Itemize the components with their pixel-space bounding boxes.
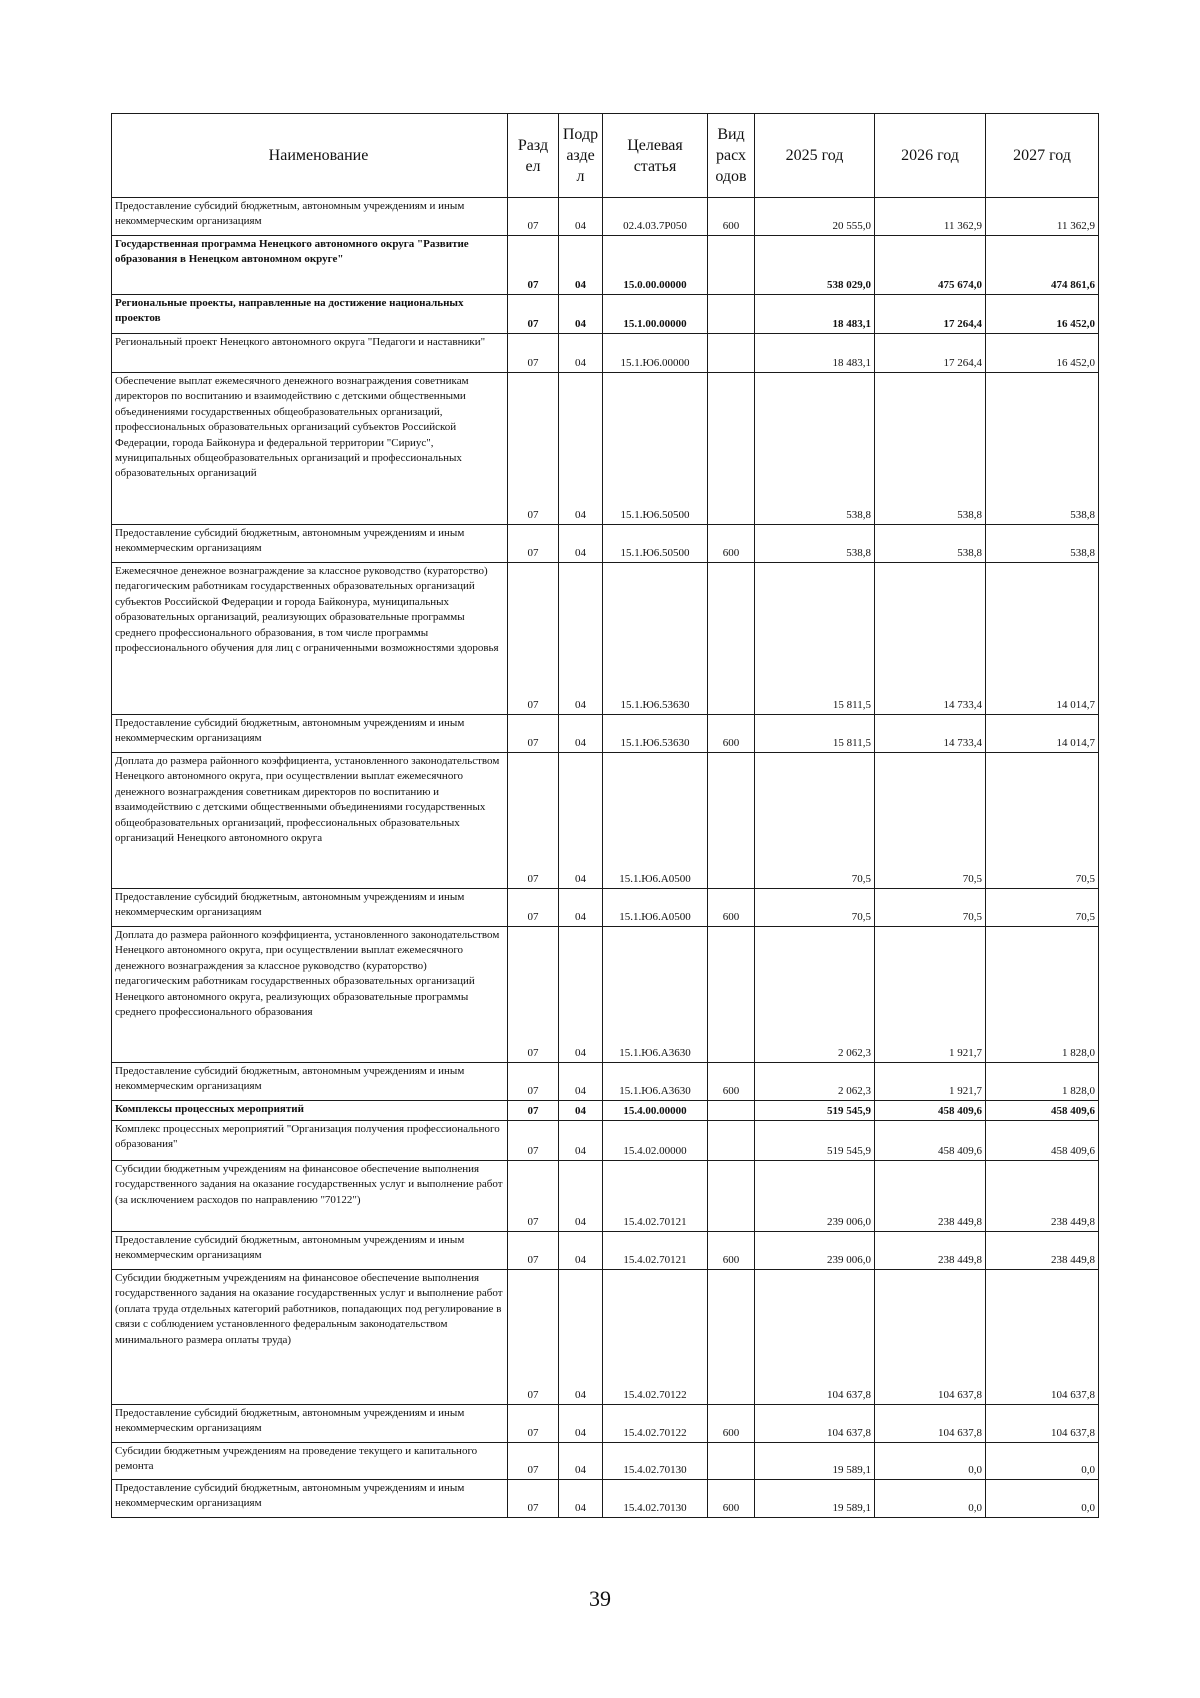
header-year-2027: 2027 год xyxy=(986,114,1099,198)
header-expense-type: Вид расх одов xyxy=(708,114,755,198)
cell-expense-type: 600 xyxy=(708,1405,755,1443)
cell-year-2025: 519 545,9 xyxy=(755,1101,875,1121)
cell-podrazdel: 04 xyxy=(559,236,603,295)
cell-target-article: 15.1.Ю6.А0500 xyxy=(603,753,708,889)
cell-year-2027: 458 409,6 xyxy=(986,1101,1099,1121)
cell-name: Предоставление субсидий бюджетным, автономным учреждениям и иным некоммерческим организациям xyxy=(112,1480,508,1518)
cell-podrazdel: 04 xyxy=(559,753,603,889)
cell-razdel: 07 xyxy=(508,753,559,889)
cell-year-2025: 2 062,3 xyxy=(755,1063,875,1101)
cell-year-2026: 458 409,6 xyxy=(875,1101,986,1121)
cell-year-2027: 0,0 xyxy=(986,1480,1099,1518)
cell-target-article: 15.4.02.70121 xyxy=(603,1161,708,1232)
cell-name: Доплата до размера районного коэффициента, установленного законодательством Ненецкого автономного округа, при осуществлении выплат ежемесячного денежного вознаграждения за классное руководство (кураторство) педагогическим работникам государственных образовательных организаций Ненецкого автономного округа, реализующих образовательные программы среднего профессионального образования xyxy=(112,927,508,1063)
cell-year-2025: 104 637,8 xyxy=(755,1270,875,1405)
cell-name: Предоставление субсидий бюджетным, автономным учреждениям и иным некоммерческим организациям xyxy=(112,715,508,753)
cell-target-article: 15.4.02.70130 xyxy=(603,1443,708,1480)
table-row xyxy=(112,1063,1099,1101)
cell-expense-type: 600 xyxy=(708,715,755,753)
cell-name: Субсидии бюджетным учреждениям на проведение текущего и капитального ремонта xyxy=(112,1443,508,1480)
cell-razdel: 07 xyxy=(508,563,559,715)
cell-year-2027: 238 449,8 xyxy=(986,1232,1099,1270)
cell-razdel: 07 xyxy=(508,1405,559,1443)
table-row xyxy=(112,927,1099,1063)
table-row xyxy=(112,295,1099,334)
cell-name: Региональный проект Ненецкого автономного округа "Педагоги и наставники" xyxy=(112,334,508,373)
cell-expense-type xyxy=(708,753,755,889)
cell-year-2027: 16 452,0 xyxy=(986,334,1099,373)
table-row xyxy=(112,334,1099,373)
cell-expense-type xyxy=(708,1443,755,1480)
cell-year-2027: 0,0 xyxy=(986,1443,1099,1480)
cell-razdel: 07 xyxy=(508,1101,559,1121)
cell-year-2027: 538,8 xyxy=(986,525,1099,563)
cell-year-2026: 14 733,4 xyxy=(875,563,986,715)
cell-target-article: 15.4.00.00000 xyxy=(603,1101,708,1121)
cell-podrazdel: 04 xyxy=(559,1101,603,1121)
cell-year-2025: 18 483,1 xyxy=(755,295,875,334)
cell-name: Субсидии бюджетным учреждениям на финансовое обеспечение выполнения государственного задания на оказание государственных услуг и выполнение работ (за исключением расходов по направлению "70122") xyxy=(112,1161,508,1232)
cell-razdel: 07 xyxy=(508,373,559,525)
cell-target-article: 15.4.02.70121 xyxy=(603,1232,708,1270)
cell-target-article: 15.1.Ю6.А0500 xyxy=(603,889,708,927)
cell-expense-type xyxy=(708,373,755,525)
cell-year-2026: 238 449,8 xyxy=(875,1161,986,1232)
cell-expense-type: 600 xyxy=(708,198,755,236)
cell-year-2027: 238 449,8 xyxy=(986,1161,1099,1232)
cell-target-article: 02.4.03.7Р050 xyxy=(603,198,708,236)
cell-year-2026: 17 264,4 xyxy=(875,334,986,373)
cell-podrazdel: 04 xyxy=(559,1063,603,1101)
table-row xyxy=(112,1121,1099,1161)
table-row xyxy=(112,1270,1099,1405)
cell-name: Предоставление субсидий бюджетным, автономным учреждениям и иным некоммерческим организациям xyxy=(112,198,508,236)
cell-podrazdel: 04 xyxy=(559,1232,603,1270)
cell-year-2026: 0,0 xyxy=(875,1443,986,1480)
cell-year-2025: 19 589,1 xyxy=(755,1443,875,1480)
cell-target-article: 15.4.02.70130 xyxy=(603,1480,708,1518)
cell-expense-type xyxy=(708,295,755,334)
cell-razdel: 07 xyxy=(508,1270,559,1405)
table-row xyxy=(112,1232,1099,1270)
cell-year-2027: 14 014,7 xyxy=(986,715,1099,753)
page-number: 39 xyxy=(589,1586,611,1611)
cell-target-article: 15.1.Ю6.00000 xyxy=(603,334,708,373)
cell-expense-type: 600 xyxy=(708,1063,755,1101)
cell-razdel: 07 xyxy=(508,295,559,334)
table-row xyxy=(112,1443,1099,1480)
cell-podrazdel: 04 xyxy=(559,334,603,373)
table-row xyxy=(112,373,1099,525)
cell-target-article: 15.1.Ю6.53630 xyxy=(603,715,708,753)
table-row xyxy=(112,1101,1099,1121)
cell-name: Предоставление субсидий бюджетным, автономным учреждениям и иным некоммерческим организациям xyxy=(112,889,508,927)
table-row xyxy=(112,889,1099,927)
cell-year-2027: 1 828,0 xyxy=(986,927,1099,1063)
cell-target-article: 15.0.00.00000 xyxy=(603,236,708,295)
header-name: Наименование xyxy=(112,114,508,198)
cell-podrazdel: 04 xyxy=(559,889,603,927)
cell-year-2025: 18 483,1 xyxy=(755,334,875,373)
cell-year-2027: 458 409,6 xyxy=(986,1121,1099,1161)
cell-year-2025: 538,8 xyxy=(755,373,875,525)
cell-year-2025: 538,8 xyxy=(755,525,875,563)
cell-target-article: 15.1.Ю6.50500 xyxy=(603,373,708,525)
cell-year-2027: 70,5 xyxy=(986,753,1099,889)
table-row xyxy=(112,1161,1099,1232)
cell-podrazdel: 04 xyxy=(559,1161,603,1232)
cell-name: Предоставление субсидий бюджетным, автономным учреждениям и иным некоммерческим организациям xyxy=(112,1063,508,1101)
cell-year-2026: 475 674,0 xyxy=(875,236,986,295)
cell-expense-type xyxy=(708,1101,755,1121)
header-podrazdel: Подр азде л xyxy=(559,114,603,198)
header-razdel: Разд ел xyxy=(508,114,559,198)
cell-target-article: 15.1.Ю6.А3630 xyxy=(603,927,708,1063)
cell-year-2026: 70,5 xyxy=(875,753,986,889)
cell-year-2027: 11 362,9 xyxy=(986,198,1099,236)
cell-razdel: 07 xyxy=(508,1232,559,1270)
cell-year-2025: 239 006,0 xyxy=(755,1232,875,1270)
cell-podrazdel: 04 xyxy=(559,1270,603,1405)
cell-podrazdel: 04 xyxy=(559,927,603,1063)
cell-expense-type xyxy=(708,1161,755,1232)
cell-podrazdel: 04 xyxy=(559,715,603,753)
cell-target-article: 15.1.00.00000 xyxy=(603,295,708,334)
cell-razdel: 07 xyxy=(508,889,559,927)
budget-table xyxy=(111,113,1099,1518)
header-year-2025: 2025 год xyxy=(755,114,875,198)
header-target-article: Целевая статья xyxy=(603,114,708,198)
cell-year-2026: 70,5 xyxy=(875,889,986,927)
cell-expense-type xyxy=(708,236,755,295)
cell-year-2026: 538,8 xyxy=(875,373,986,525)
cell-name: Комплексы процессных мероприятий xyxy=(112,1101,508,1121)
cell-year-2025: 2 062,3 xyxy=(755,927,875,1063)
cell-year-2025: 538 029,0 xyxy=(755,236,875,295)
cell-podrazdel: 04 xyxy=(559,1121,603,1161)
cell-year-2026: 11 362,9 xyxy=(875,198,986,236)
cell-year-2026: 17 264,4 xyxy=(875,295,986,334)
cell-year-2026: 14 733,4 xyxy=(875,715,986,753)
cell-target-article: 15.1.Ю6.50500 xyxy=(603,525,708,563)
table-row xyxy=(112,198,1099,236)
cell-year-2026: 104 637,8 xyxy=(875,1405,986,1443)
cell-expense-type xyxy=(708,1121,755,1161)
cell-razdel: 07 xyxy=(508,927,559,1063)
table-header-row xyxy=(112,114,1099,198)
table-row xyxy=(112,715,1099,753)
table-row xyxy=(112,1480,1099,1518)
cell-target-article: 15.4.02.70122 xyxy=(603,1405,708,1443)
cell-target-article: 15.1.Ю6.А3630 xyxy=(603,1063,708,1101)
cell-name: Ежемесячное денежное вознаграждение за классное руководство (кураторство) педагогическим работникам государственных образовательных организаций субъектов Российской Федерации и города Байконура, муниципальных образовательных организаций, реализующих образовательные программы среднего профессионального образования, в том числе программы профессионального обучения для лиц с ограниченными возможностями здоровья xyxy=(112,563,508,715)
cell-name: Государственная программа Ненецкого автономного округа "Развитие образования в Ненецком автономном округе" xyxy=(112,236,508,295)
cell-expense-type: 600 xyxy=(708,889,755,927)
cell-expense-type: 600 xyxy=(708,525,755,563)
cell-year-2027: 104 637,8 xyxy=(986,1405,1099,1443)
cell-year-2026: 238 449,8 xyxy=(875,1232,986,1270)
cell-target-article: 15.1.Ю6.53630 xyxy=(603,563,708,715)
cell-expense-type xyxy=(708,1270,755,1405)
cell-razdel: 07 xyxy=(508,1063,559,1101)
cell-name: Региональные проекты, направленные на достижение национальных проектов xyxy=(112,295,508,334)
cell-podrazdel: 04 xyxy=(559,563,603,715)
cell-year-2026: 1 921,7 xyxy=(875,927,986,1063)
cell-year-2026: 458 409,6 xyxy=(875,1121,986,1161)
cell-razdel: 07 xyxy=(508,334,559,373)
cell-name: Субсидии бюджетным учреждениям на финансовое обеспечение выполнения государственного задания на оказание государственных услуг и выполнение работ (оплата труда отдельных категорий работников, попадающих под регулирование в связи с соблюдением установленного федеральным законодательством минимального размера оплаты труда) xyxy=(112,1270,508,1405)
table-body xyxy=(112,198,1099,1518)
cell-year-2025: 70,5 xyxy=(755,889,875,927)
cell-razdel: 07 xyxy=(508,525,559,563)
cell-expense-type xyxy=(708,563,755,715)
cell-name: Комплекс процессных мероприятий "Организация получения профессионального образования" xyxy=(112,1121,508,1161)
cell-year-2026: 0,0 xyxy=(875,1480,986,1518)
cell-year-2025: 239 006,0 xyxy=(755,1161,875,1232)
cell-year-2027: 538,8 xyxy=(986,373,1099,525)
cell-podrazdel: 04 xyxy=(559,1480,603,1518)
cell-razdel: 07 xyxy=(508,1480,559,1518)
cell-year-2025: 20 555,0 xyxy=(755,198,875,236)
cell-podrazdel: 04 xyxy=(559,1405,603,1443)
cell-podrazdel: 04 xyxy=(559,525,603,563)
cell-podrazdel: 04 xyxy=(559,295,603,334)
cell-year-2027: 1 828,0 xyxy=(986,1063,1099,1101)
cell-razdel: 07 xyxy=(508,1161,559,1232)
cell-razdel: 07 xyxy=(508,236,559,295)
header-year-2026: 2026 год xyxy=(875,114,986,198)
cell-razdel: 07 xyxy=(508,1121,559,1161)
cell-expense-type: 600 xyxy=(708,1232,755,1270)
cell-name: Предоставление субсидий бюджетным, автономным учреждениям и иным некоммерческим организациям xyxy=(112,1405,508,1443)
cell-target-article: 15.4.02.00000 xyxy=(603,1121,708,1161)
cell-expense-type: 600 xyxy=(708,1480,755,1518)
cell-year-2027: 104 637,8 xyxy=(986,1270,1099,1405)
cell-target-article: 15.4.02.70122 xyxy=(603,1270,708,1405)
table-row xyxy=(112,753,1099,889)
cell-year-2027: 70,5 xyxy=(986,889,1099,927)
cell-podrazdel: 04 xyxy=(559,373,603,525)
cell-name: Предоставление субсидий бюджетным, автономным учреждениям и иным некоммерческим организациям xyxy=(112,525,508,563)
cell-expense-type xyxy=(708,334,755,373)
cell-razdel: 07 xyxy=(508,1443,559,1480)
cell-year-2025: 519 545,9 xyxy=(755,1121,875,1161)
cell-razdel: 07 xyxy=(508,715,559,753)
cell-podrazdel: 04 xyxy=(559,198,603,236)
cell-name: Доплата до размера районного коэффициента, установленного законодательством Ненецкого автономного округа, при осуществлении выплат ежемесячного денежного вознаграждения советникам директоров по воспитанию и взаимодействию с детскими общественными объединениями государственных общеобразовательных организаций, профессиональных образовательных организаций Ненецкого автономного округа xyxy=(112,753,508,889)
table-row xyxy=(112,1405,1099,1443)
cell-year-2026: 538,8 xyxy=(875,525,986,563)
table-row xyxy=(112,525,1099,563)
cell-year-2025: 15 811,5 xyxy=(755,715,875,753)
cell-year-2026: 104 637,8 xyxy=(875,1270,986,1405)
cell-razdel: 07 xyxy=(508,198,559,236)
cell-name: Обеспечение выплат ежемесячного денежного вознаграждения советникам директоров по воспитанию и взаимодействию с детскими общественными объединениями государственных общеобразовательных организаций, профессиональных образовательных организаций субъектов Российской Федерации, города Байконура и федеральной территории "Сириус", муниципальных общеобразовательных организаций и профессиональных образовательных организаций xyxy=(112,373,508,525)
cell-year-2026: 1 921,7 xyxy=(875,1063,986,1101)
cell-year-2027: 16 452,0 xyxy=(986,295,1099,334)
table-row xyxy=(112,236,1099,295)
cell-podrazdel: 04 xyxy=(559,1443,603,1480)
cell-expense-type xyxy=(708,927,755,1063)
cell-year-2027: 14 014,7 xyxy=(986,563,1099,715)
cell-year-2025: 70,5 xyxy=(755,753,875,889)
cell-year-2025: 19 589,1 xyxy=(755,1480,875,1518)
table-row xyxy=(112,563,1099,715)
cell-year-2025: 104 637,8 xyxy=(755,1405,875,1443)
cell-year-2027: 474 861,6 xyxy=(986,236,1099,295)
cell-year-2025: 15 811,5 xyxy=(755,563,875,715)
cell-name: Предоставление субсидий бюджетным, автономным учреждениям и иным некоммерческим организациям xyxy=(112,1232,508,1270)
